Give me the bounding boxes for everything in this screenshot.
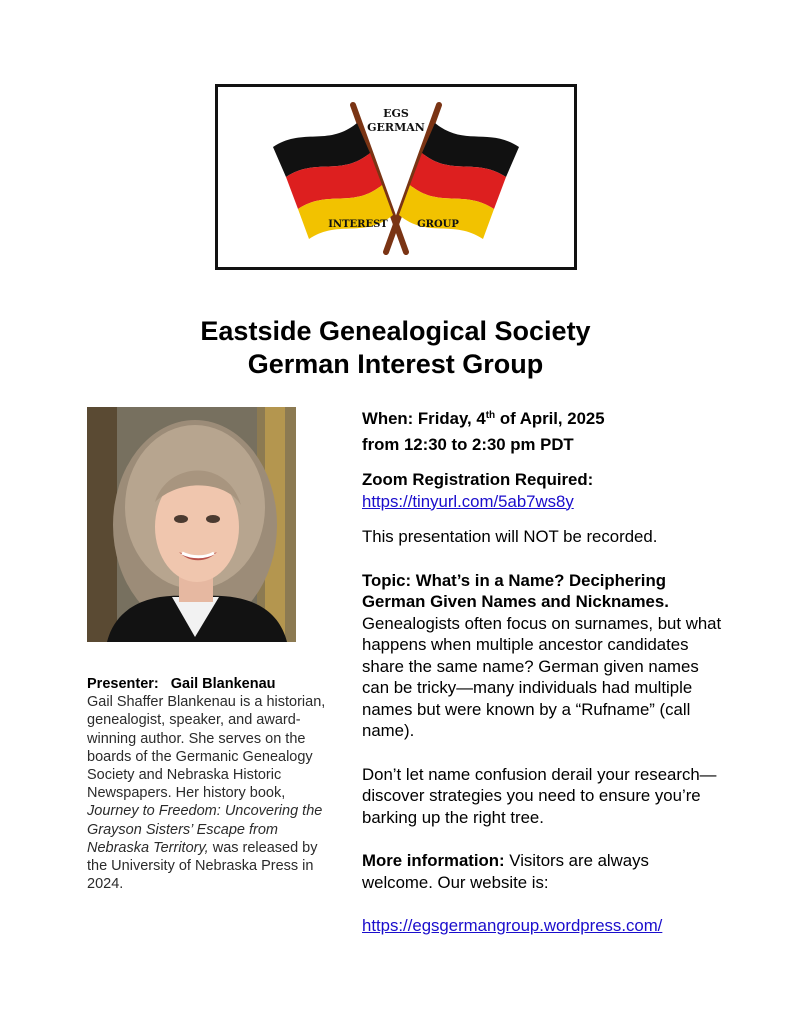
zoom-registration-link[interactable]: https://tinyurl.com/5ab7ws8y <box>362 491 574 511</box>
topic-call-to-action: Don’t let name confusion derail your research—discover strategies you need to ensure you’re barking up the right tree. <box>362 764 717 827</box>
presenter-bio-part2: was released by the University of Nebraska Press in 2024. <box>87 839 318 893</box>
event-date-suffix: of April, 2025 <box>495 409 605 428</box>
crossed-german-flags-icon <box>218 87 574 267</box>
presenter-bio-block <box>87 675 332 893</box>
event-date <box>362 408 722 430</box>
website-link[interactable]: https://egsgermangroup.wordpress.com/ <box>362 916 663 935</box>
logo-text-interest: INTEREST <box>328 219 388 230</box>
topic-heading-line1: Topic: What’s in a Name? Deciphering <box>362 570 666 590</box>
logo-text-egs: EGS <box>383 107 409 120</box>
presenter-heading <box>87 675 332 693</box>
logo-text-german: GERMAN <box>367 121 425 134</box>
zoom-registration-label: Zoom Registration Required: <box>362 470 594 489</box>
presenter-label: Presenter: <box>87 676 159 692</box>
topic-heading-line2: German Given Names and Nicknames. <box>362 592 669 611</box>
egs-german-interest-group-logo <box>215 84 577 270</box>
more-information-label: More information: <box>362 851 505 870</box>
page-title-line1: Eastside Genealogical Society <box>200 316 591 346</box>
presenter-bio <box>87 693 332 893</box>
event-time: from 12:30 to 2:30 pm PDT <box>362 434 574 454</box>
page-title-line2: German Interest Group <box>247 349 544 379</box>
book-title: Journey to Freedom: Uncovering the Grayson Sisters’ Escape from Nebraska Territory, <box>87 803 323 856</box>
more-information-text: Visitors are always welcome. Our website is: <box>362 851 649 892</box>
event-date-prefix: When: Friday, 4 <box>362 409 486 428</box>
more-information <box>362 850 722 893</box>
topic-description: Genealogists often focus on surnames, but what happens when multiple ancestor candidates share the same name? German given names can be tricky—many individuals had multiple names but were known by a “Rufname” (call name). <box>362 613 722 740</box>
presenter-name: Gail Blankenau <box>170 676 276 692</box>
event-date-ordinal: th <box>485 410 496 421</box>
event-details <box>362 408 722 937</box>
presenter-photo <box>87 407 296 642</box>
presenter-bio-part1: Gail Shaffer Blankenau is a historian, genealogist, speaker, and award-winning author. She serves on the boards of the Germanic Genealogy Society and Nebraska Historic Newspapers. Her history book, <box>87 694 326 802</box>
logo-text-group: GROUP <box>417 219 459 230</box>
recording-note: This presentation will NOT be recorded. <box>362 527 658 546</box>
